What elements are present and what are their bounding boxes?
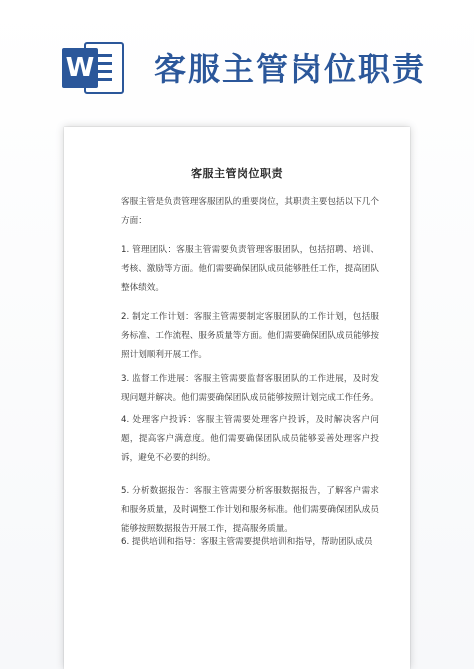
- intro-paragraph: 客服主管是负责管理客服团队的重要岗位，其职责主要包括以下几个方面：: [121, 197, 379, 226]
- paragraph-5: 5. 分析数据报告：客服主管需要分析客服数据报告，了解客户需求和服务质量，及时调整工作计划和服务标准。他们需要确保团队成员能够按照数据报告开展工作，提高服务质量。: [121, 486, 379, 534]
- document-title: 客服主管岗位职责: [191, 167, 283, 180]
- word-icon: [62, 38, 128, 98]
- paragraph-2: 2. 制定工作计划：客服主管需要制定客服团队的工作计划，包括服务标准、工作流程、服务质量等方面。他们需要确保团队成员能够按照计划顺利开展工作。: [121, 312, 379, 360]
- paragraph-1: 1. 管理团队：客服主管需要负责管理客服团队，包括招聘、培训、考核、激励等方面。他们需要确保团队成员能够胜任工作，提高团队整体绩效。: [121, 245, 379, 293]
- banner-title: 客服主管岗位职责: [154, 50, 427, 88]
- document-page: [64, 127, 410, 669]
- paragraph-4: 4. 处理客户投诉：客服主管需要处理客户投诉，及时解决客户问题，提高客户满意度。他们需要确保团队成员能够妥善处理客户投诉，避免不必要的纠纷。: [121, 415, 379, 463]
- header-banner: [0, 0, 474, 112]
- word-logo-letter: W: [62, 48, 98, 88]
- paragraph-6: 6. 提供培训和指导：客服主管需要提供培训和指导，帮助团队成员: [121, 537, 373, 547]
- paragraph-3: 3. 监督工作进展：客服主管需要监督客服团队的工作进展，及时发现问题并解决。他们需要确保团队成员能够按照计划完成工作任务。: [121, 374, 379, 403]
